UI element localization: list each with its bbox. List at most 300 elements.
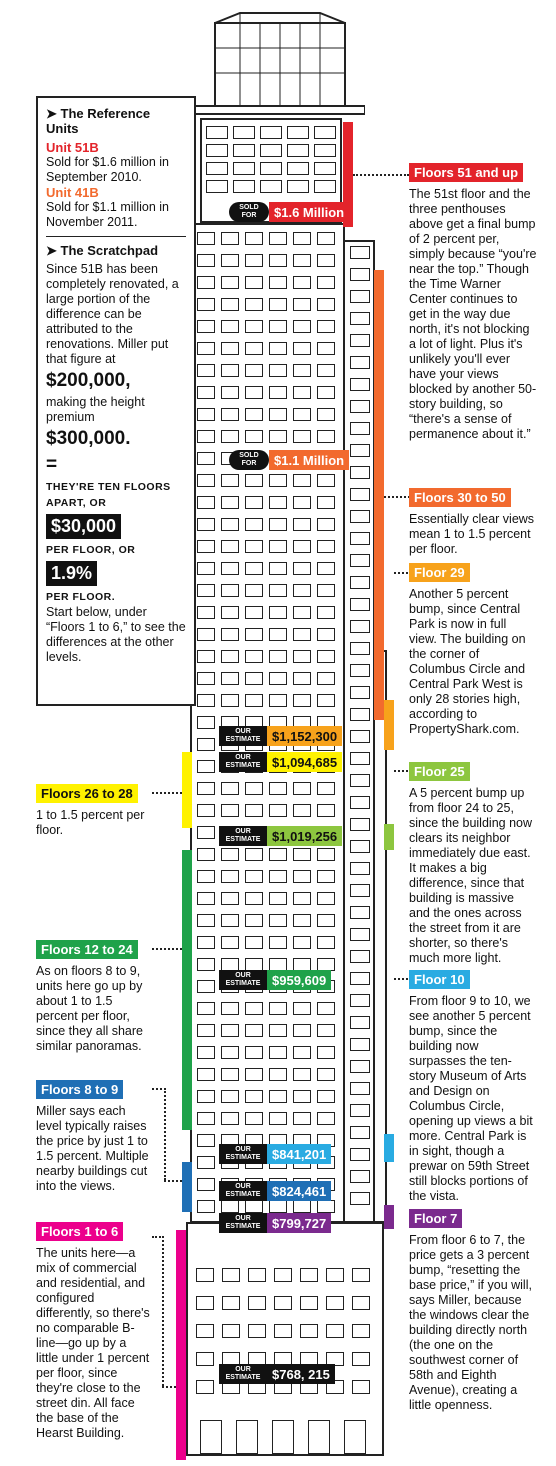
window bbox=[197, 980, 215, 993]
window bbox=[293, 584, 311, 597]
tag-kicker: OUR ESTIMATE bbox=[219, 1364, 267, 1384]
window bbox=[269, 540, 287, 553]
window bbox=[317, 232, 335, 245]
window bbox=[317, 1002, 335, 1015]
window bbox=[317, 342, 335, 355]
window bbox=[293, 562, 311, 575]
window bbox=[293, 320, 311, 333]
window bbox=[221, 364, 239, 377]
window bbox=[221, 496, 239, 509]
leader-f8-v bbox=[164, 1088, 166, 1180]
window bbox=[269, 386, 287, 399]
window bbox=[269, 848, 287, 861]
unit-51b-text: Sold for $1.6 million in September 2010. bbox=[46, 155, 169, 184]
window bbox=[245, 584, 263, 597]
window bbox=[269, 518, 287, 531]
tag-value: $959,609 bbox=[267, 970, 331, 990]
caption-text: As on floors 8 to 9, units here go up by about 1 to 1.5 percent per floor, since they all share similar panoramas. bbox=[36, 964, 144, 1053]
window bbox=[287, 126, 309, 139]
window bbox=[245, 650, 263, 663]
window bbox=[248, 1324, 266, 1338]
window bbox=[314, 162, 336, 175]
window bbox=[350, 686, 370, 699]
window bbox=[350, 554, 370, 567]
window bbox=[269, 936, 287, 949]
window bbox=[317, 1090, 335, 1103]
scratchpad-text-2: making the height premium bbox=[46, 395, 145, 424]
window bbox=[197, 430, 215, 443]
leader-f29 bbox=[394, 572, 408, 574]
window bbox=[197, 1178, 215, 1191]
window bbox=[196, 1268, 214, 1282]
window bbox=[350, 1148, 370, 1161]
window bbox=[245, 232, 263, 245]
window bbox=[260, 180, 282, 193]
window bbox=[317, 562, 335, 575]
window bbox=[293, 1046, 311, 1059]
caption-label: Floors 8 to 9 bbox=[36, 1080, 123, 1099]
window bbox=[317, 628, 335, 641]
window bbox=[221, 936, 239, 949]
window bbox=[293, 1002, 311, 1015]
window bbox=[317, 254, 335, 267]
tag-value: $1.6 Million bbox=[269, 202, 349, 222]
window bbox=[317, 1046, 335, 1059]
window bbox=[274, 1296, 292, 1310]
window bbox=[293, 430, 311, 443]
window bbox=[197, 584, 215, 597]
leader-f12 bbox=[152, 948, 182, 950]
window bbox=[197, 804, 215, 817]
tag-kicker: OUR ESTIMATE bbox=[219, 1144, 267, 1164]
leader-f26 bbox=[152, 792, 182, 794]
window bbox=[269, 606, 287, 619]
window bbox=[317, 892, 335, 905]
window bbox=[269, 782, 287, 795]
window bbox=[350, 466, 370, 479]
window bbox=[221, 342, 239, 355]
window bbox=[350, 796, 370, 809]
window bbox=[233, 180, 255, 193]
window bbox=[293, 848, 311, 861]
window bbox=[350, 1170, 370, 1183]
window bbox=[269, 914, 287, 927]
caption-floors-12-24 bbox=[36, 940, 152, 1054]
tag-kicker: OUR ESTIMATE bbox=[219, 970, 267, 990]
window bbox=[293, 1090, 311, 1103]
caption-floor-25 bbox=[409, 762, 537, 966]
building-crown bbox=[195, 8, 365, 118]
leader-f1-v bbox=[162, 1236, 164, 1386]
window bbox=[197, 694, 215, 707]
caption-label: Floors 30 to 50 bbox=[409, 488, 511, 507]
tag-floor-29 bbox=[219, 726, 342, 746]
window bbox=[293, 474, 311, 487]
window bbox=[293, 518, 311, 531]
caption-text: Miller says each level typically raises the price by just 1 to 1.5 percent. Multiple nearby buildings cut into the views. bbox=[36, 1104, 149, 1193]
window bbox=[245, 1068, 263, 1081]
window bbox=[236, 1420, 258, 1454]
window bbox=[269, 1024, 287, 1037]
window bbox=[350, 246, 370, 259]
window bbox=[245, 1112, 263, 1125]
window bbox=[317, 694, 335, 707]
tag-floor-10 bbox=[219, 1144, 331, 1164]
window bbox=[317, 298, 335, 311]
window bbox=[350, 400, 370, 413]
window bbox=[221, 1090, 239, 1103]
window bbox=[221, 804, 239, 817]
window bbox=[300, 1296, 318, 1310]
window bbox=[269, 474, 287, 487]
window bbox=[350, 1104, 370, 1117]
window bbox=[293, 1024, 311, 1037]
window bbox=[269, 232, 287, 245]
window bbox=[197, 1156, 215, 1169]
window bbox=[197, 936, 215, 949]
window bbox=[245, 848, 263, 861]
tag-floor-6 bbox=[219, 1364, 335, 1384]
window bbox=[269, 628, 287, 641]
window bbox=[197, 672, 215, 685]
window bbox=[197, 1200, 215, 1213]
window bbox=[293, 870, 311, 883]
window bbox=[248, 1268, 266, 1282]
window bbox=[221, 1002, 239, 1015]
window bbox=[197, 386, 215, 399]
window bbox=[197, 562, 215, 575]
window bbox=[269, 254, 287, 267]
window bbox=[317, 672, 335, 685]
window bbox=[314, 180, 336, 193]
reference-heading: ➤ The Reference Units bbox=[46, 106, 151, 136]
window bbox=[350, 1126, 370, 1139]
window bbox=[269, 804, 287, 817]
window bbox=[221, 650, 239, 663]
unit-51b-label: Unit 51B bbox=[46, 140, 99, 155]
window bbox=[197, 1046, 215, 1059]
window bbox=[274, 1324, 292, 1338]
leader-f10 bbox=[394, 978, 408, 980]
window bbox=[197, 408, 215, 421]
window bbox=[221, 254, 239, 267]
caption-label: Floors 1 to 6 bbox=[36, 1222, 123, 1241]
window bbox=[221, 694, 239, 707]
window bbox=[274, 1268, 292, 1282]
tag-value: $1,152,300 bbox=[267, 726, 342, 746]
window bbox=[293, 892, 311, 905]
window bbox=[269, 1068, 287, 1081]
window bbox=[269, 1112, 287, 1125]
bar-floors-30-50 bbox=[374, 270, 384, 720]
window bbox=[245, 936, 263, 949]
window bbox=[245, 1046, 263, 1059]
tag-kicker: OUR ESTIMATE bbox=[219, 752, 267, 772]
window bbox=[245, 628, 263, 641]
window bbox=[245, 386, 263, 399]
window bbox=[197, 826, 215, 839]
window bbox=[269, 1046, 287, 1059]
tag-kicker: SOLD FOR bbox=[229, 450, 269, 470]
window bbox=[326, 1324, 344, 1338]
window bbox=[245, 320, 263, 333]
window bbox=[350, 664, 370, 677]
window bbox=[350, 312, 370, 325]
window bbox=[269, 408, 287, 421]
window bbox=[352, 1296, 370, 1310]
window bbox=[245, 892, 263, 905]
amount-premium: $300,000. bbox=[46, 428, 131, 449]
window bbox=[221, 386, 239, 399]
caption-text: From floor 9 to 10, we see another 5 percent bump, since the building now surpasses the ten-story Museum of Arts and Design on Columbus Circle, opening up views a bit more. Central Park is in sight, though a prewar on 59th Street still blocks portions of the vista. bbox=[409, 994, 533, 1203]
window bbox=[269, 1002, 287, 1015]
tag-value: $1,019,256 bbox=[267, 826, 342, 846]
window bbox=[245, 694, 263, 707]
window bbox=[350, 268, 370, 281]
window bbox=[206, 162, 228, 175]
tag-floor-7 bbox=[219, 1213, 331, 1233]
window bbox=[317, 386, 335, 399]
caption-floors-30-50 bbox=[409, 488, 537, 557]
window bbox=[317, 1068, 335, 1081]
window bbox=[197, 782, 215, 795]
window bbox=[221, 298, 239, 311]
window bbox=[245, 518, 263, 531]
window bbox=[221, 584, 239, 597]
window bbox=[221, 892, 239, 905]
window bbox=[248, 1296, 266, 1310]
window bbox=[293, 606, 311, 619]
window bbox=[221, 628, 239, 641]
caption-label: Floor 25 bbox=[409, 762, 470, 781]
window bbox=[350, 642, 370, 655]
window bbox=[206, 144, 228, 157]
window bbox=[272, 1420, 294, 1454]
window bbox=[293, 782, 311, 795]
window bbox=[260, 126, 282, 139]
window bbox=[222, 1268, 240, 1282]
window bbox=[245, 430, 263, 443]
window bbox=[206, 180, 228, 193]
window bbox=[269, 364, 287, 377]
caption-floor-10 bbox=[409, 970, 537, 1204]
leader-f8-h bbox=[164, 1180, 182, 1182]
window bbox=[221, 518, 239, 531]
window bbox=[352, 1268, 370, 1282]
closing-text: Start below, under “Floors 1 to 6,” to see the differences at the other levels. bbox=[46, 605, 186, 664]
window bbox=[197, 540, 215, 553]
window bbox=[293, 364, 311, 377]
tag-kicker: SOLD FOR bbox=[229, 202, 269, 222]
window bbox=[293, 1068, 311, 1081]
caption-label: Floors 12 to 24 bbox=[36, 940, 138, 959]
leader-f51 bbox=[353, 174, 409, 176]
window bbox=[350, 510, 370, 523]
window bbox=[197, 474, 215, 487]
window bbox=[350, 840, 370, 853]
window bbox=[221, 672, 239, 685]
window bbox=[197, 276, 215, 289]
scratchpad-heading: ➤ The Scratchpad bbox=[46, 243, 159, 258]
window bbox=[221, 320, 239, 333]
window bbox=[221, 1200, 239, 1213]
window bbox=[317, 848, 335, 861]
window bbox=[344, 1420, 366, 1454]
window bbox=[221, 1024, 239, 1037]
window bbox=[293, 1112, 311, 1125]
window bbox=[350, 444, 370, 457]
window bbox=[350, 1060, 370, 1073]
caption-label: Floor 29 bbox=[409, 563, 470, 582]
window bbox=[221, 1112, 239, 1125]
window bbox=[317, 606, 335, 619]
scratchpad-text: Since 51B has been completely renovated, a large portion of the difference can be attributed to the renovations. Miller put that figure at bbox=[46, 262, 179, 366]
window bbox=[269, 650, 287, 663]
caps-text-3: PER FLOOR. bbox=[46, 591, 116, 603]
equals-sign: = bbox=[46, 454, 58, 475]
window bbox=[197, 870, 215, 883]
window bbox=[245, 342, 263, 355]
caption-floors-51-up bbox=[409, 163, 537, 442]
window bbox=[269, 430, 287, 443]
window bbox=[245, 254, 263, 267]
tag-floor-24 bbox=[219, 970, 331, 990]
window bbox=[293, 276, 311, 289]
window bbox=[197, 606, 215, 619]
window bbox=[196, 1296, 214, 1310]
caption-floors-1-6 bbox=[36, 1222, 150, 1441]
window bbox=[293, 628, 311, 641]
window bbox=[269, 320, 287, 333]
window bbox=[317, 430, 335, 443]
window bbox=[221, 562, 239, 575]
window bbox=[293, 496, 311, 509]
window bbox=[350, 862, 370, 875]
window bbox=[197, 1134, 215, 1147]
window bbox=[245, 276, 263, 289]
window bbox=[245, 562, 263, 575]
caption-text: Essentially clear views mean 1 to 1.5 percent per floor. bbox=[409, 512, 535, 556]
amount-per-floor: $30,000 bbox=[46, 514, 121, 539]
window bbox=[197, 1112, 215, 1125]
bar-floors-26-28 bbox=[182, 752, 192, 828]
bar-floors-8-9 bbox=[182, 1162, 192, 1212]
window bbox=[245, 606, 263, 619]
window bbox=[245, 364, 263, 377]
window bbox=[350, 994, 370, 1007]
tag-floor-9 bbox=[219, 1181, 331, 1201]
window bbox=[350, 1192, 370, 1205]
bar-floor-7 bbox=[384, 1205, 394, 1229]
window bbox=[269, 892, 287, 905]
window bbox=[197, 518, 215, 531]
window bbox=[197, 760, 215, 773]
window bbox=[221, 606, 239, 619]
window bbox=[269, 672, 287, 685]
window bbox=[269, 562, 287, 575]
window bbox=[287, 180, 309, 193]
window bbox=[197, 914, 215, 927]
window bbox=[350, 906, 370, 919]
window bbox=[350, 290, 370, 303]
leader-f1-h bbox=[162, 1386, 176, 1388]
window bbox=[245, 1002, 263, 1015]
window bbox=[222, 1296, 240, 1310]
window bbox=[221, 914, 239, 927]
window bbox=[293, 232, 311, 245]
window bbox=[221, 1068, 239, 1081]
window bbox=[221, 870, 239, 883]
window bbox=[269, 496, 287, 509]
window bbox=[350, 730, 370, 743]
caps-text-1: THEY'RE TEN FLOORS APART, OR bbox=[46, 481, 171, 509]
window bbox=[350, 928, 370, 941]
window bbox=[197, 1090, 215, 1103]
window bbox=[269, 1090, 287, 1103]
caption-label: Floors 26 to 28 bbox=[36, 784, 138, 803]
window bbox=[350, 1038, 370, 1051]
tag-value: $768, 215 bbox=[267, 1364, 335, 1384]
caption-label: Floor 10 bbox=[409, 970, 470, 989]
leader-f25 bbox=[394, 770, 408, 772]
window bbox=[287, 162, 309, 175]
window bbox=[317, 408, 335, 421]
window bbox=[300, 1324, 318, 1338]
window bbox=[293, 386, 311, 399]
window bbox=[221, 232, 239, 245]
bar-floors-12-24 bbox=[182, 850, 192, 1130]
window bbox=[293, 298, 311, 311]
caption-text: 1 to 1.5 percent per floor. bbox=[36, 808, 145, 837]
window bbox=[350, 378, 370, 391]
window bbox=[350, 532, 370, 545]
window bbox=[293, 914, 311, 927]
window bbox=[197, 628, 215, 641]
window bbox=[197, 496, 215, 509]
window bbox=[317, 936, 335, 949]
window bbox=[293, 936, 311, 949]
window bbox=[352, 1380, 370, 1394]
tag-kicker: OUR ESTIMATE bbox=[219, 826, 267, 846]
window bbox=[308, 1420, 330, 1454]
window bbox=[221, 782, 239, 795]
window bbox=[350, 818, 370, 831]
window bbox=[269, 870, 287, 883]
tag-unit-51b bbox=[229, 202, 349, 222]
window bbox=[317, 474, 335, 487]
window bbox=[293, 804, 311, 817]
caption-text: From floor 6 to 7, the price gets a 3 percent bump, “resetting the base price,” if you will, says Miller, because the windows clear the building directly north (the one on the southwest corner of 58th and Eighth Avenue), creating a little openness. bbox=[409, 1233, 532, 1412]
divider bbox=[46, 236, 186, 237]
window bbox=[196, 1352, 214, 1366]
window bbox=[350, 884, 370, 897]
amount-renovation: $200,000, bbox=[46, 370, 131, 391]
window bbox=[221, 848, 239, 861]
window bbox=[233, 144, 255, 157]
window bbox=[293, 672, 311, 685]
window bbox=[293, 650, 311, 663]
window bbox=[317, 584, 335, 597]
window bbox=[317, 364, 335, 377]
tag-value: $824,461 bbox=[267, 1181, 331, 1201]
window bbox=[293, 254, 311, 267]
window bbox=[233, 126, 255, 139]
window bbox=[245, 914, 263, 927]
bar-floor-10 bbox=[384, 1134, 394, 1162]
window bbox=[317, 1024, 335, 1037]
window bbox=[293, 342, 311, 355]
window bbox=[245, 1200, 263, 1213]
